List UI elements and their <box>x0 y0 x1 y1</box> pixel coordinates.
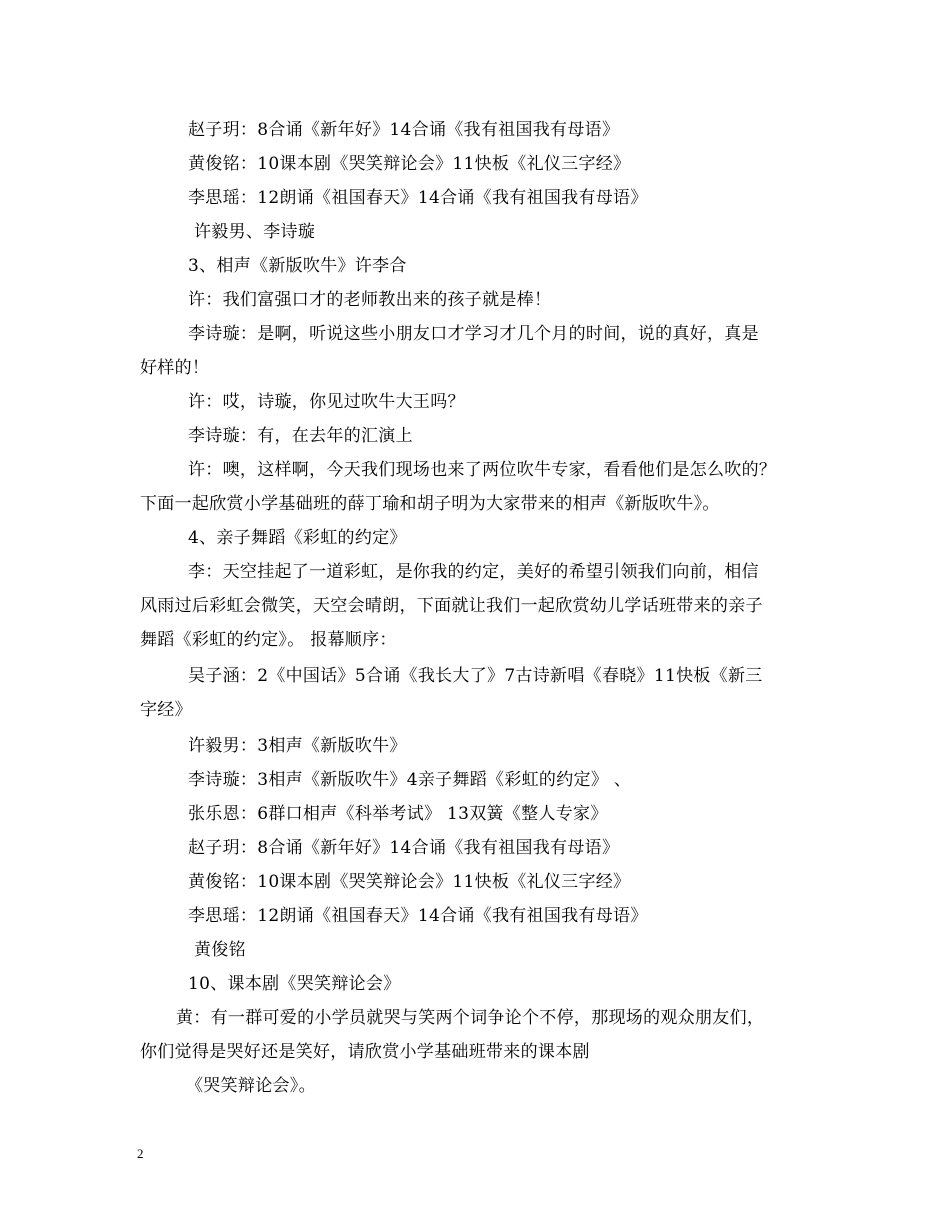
text-line: 好样的！ <box>140 358 210 378</box>
text-line: 许毅男、李诗璇 <box>194 222 316 242</box>
text-line: 许：噢，这样啊，今天我们现场也来了两位吹牛专家，看看他们是怎么吹的？ <box>188 460 777 480</box>
text-line: 张乐恩：6群口相声《科举考试》 13双簧《整人专家》 <box>188 804 608 824</box>
text-line: 下面一起欣赏小学基础班的薛丁瑜和胡子明为大家带来的相声《新版吹牛》。 <box>140 494 720 514</box>
text-line: 赵子玥：8合诵《新年好》14合诵《我有祖国我有母语》 <box>188 838 620 858</box>
text-line: 字经》 <box>140 700 192 720</box>
text-line: 黄俊铭 <box>194 940 246 960</box>
text-line: 《哭笑辩论会》。 <box>186 1076 316 1096</box>
text-line: 舞蹈《彩虹的约定》。 报幕顺序： <box>140 630 397 650</box>
text-line: 你们觉得是哭好还是笑好，请欣赏小学基础班带来的课本剧 <box>140 1042 590 1062</box>
text-line: 风雨过后彩虹会微笑，天空会晴朗，下面就让我们一起欣赏幼儿学话班带来的亲子 <box>140 596 763 616</box>
text-line: 许毅男：3相声《新版吹牛》 <box>188 736 407 756</box>
text-line: 黄俊铭：10课本剧《哭笑辩论会》11快板《礼仪三字经》 <box>188 154 631 174</box>
text-line: 许：哎，诗璇，你见过吹牛大王吗？ <box>188 392 465 412</box>
text-line: 李诗璇：3相声《新版吹牛》4亲子舞蹈《彩虹的约定》 、 <box>188 770 632 790</box>
section-heading: 10、课本剧《哭笑辩论会》 <box>188 974 401 994</box>
text-line: 赵子玥：8合诵《新年好》14合诵《我有祖国我有母语》 <box>188 120 620 140</box>
page-number: 2 <box>137 1146 144 1161</box>
text-line: 李思瑶：12朗诵《祖国春天》14合诵《我有祖国我有母语》 <box>188 906 648 926</box>
text-line: 许：我们富强口才的老师教出来的孩子就是棒！ <box>188 290 552 310</box>
text-line: 李：天空挂起了一道彩虹，是你我的约定，美好的希望引领我们向前，相信 <box>188 562 759 582</box>
text-line: 黄：有一群可爱的小学员就哭与笑两个词争论个不停，那现场的观众朋友们， <box>176 1008 765 1028</box>
text-line: 李诗璇：是啊，听说这些小朋友口才学习才几个月的时间，说的真好，真是 <box>188 324 759 344</box>
text-line: 吴子涵：2《中国话》5合诵《我长大了》7古诗新唱《春晓》11快板《新三 <box>188 666 763 686</box>
text-line: 李诗璇：有，在去年的汇演上 <box>188 426 413 446</box>
text-line: 李思瑶：12朗诵《祖国春天》14合诵《我有祖国我有母语》 <box>188 188 648 208</box>
section-heading: 4、亲子舞蹈《彩虹的约定》 <box>188 528 407 548</box>
section-heading: 3、相声《新版吹牛》许李合 <box>188 256 407 276</box>
text-line: 黄俊铭：10课本剧《哭笑辩论会》11快板《礼仪三字经》 <box>188 872 631 892</box>
